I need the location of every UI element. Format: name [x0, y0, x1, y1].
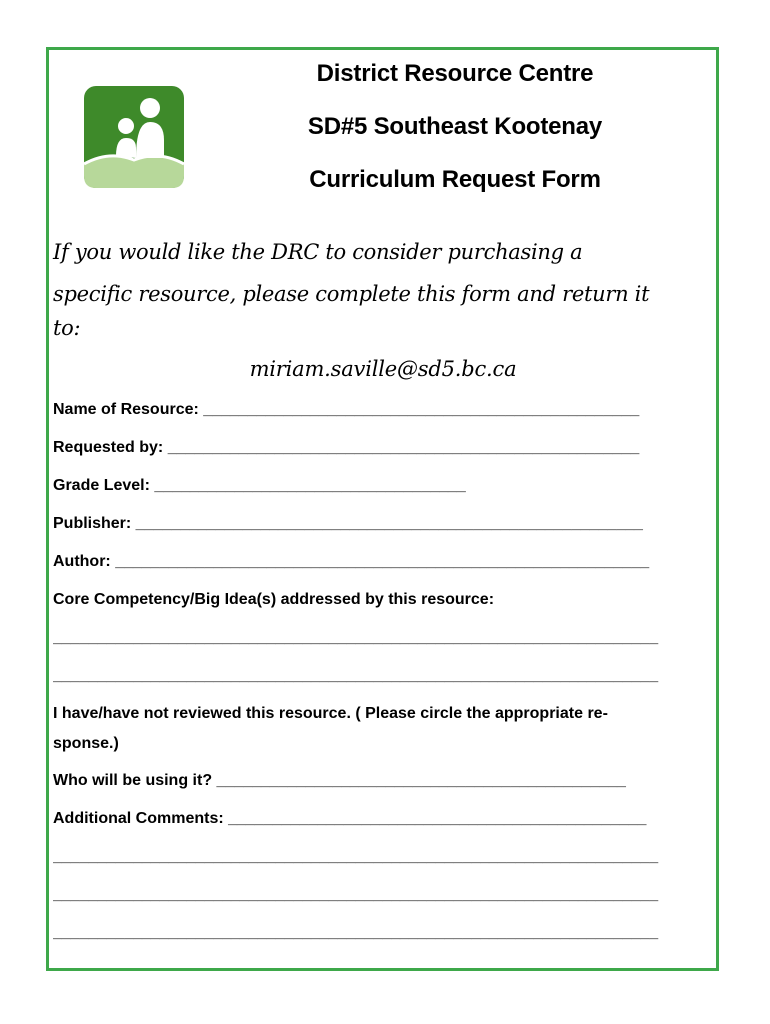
core-competency-line-2[interactable]: ____________________________________________________________________ — [53, 667, 659, 684]
author-field[interactable]: Author: ____________________________________________________________ — [53, 553, 650, 570]
page-title-line2: SD#5 Southeast Kootenay — [307, 113, 603, 140]
grade-level-field[interactable]: Grade Level: ___________________________________ — [53, 477, 466, 494]
comments-line-3[interactable]: ____________________________________________________________________ — [53, 924, 659, 941]
additional-comments-field[interactable]: Additional Comments: _______________________________________________ — [53, 810, 647, 827]
reviewed-statement-line2: sponse.) — [53, 735, 119, 752]
reviewed-statement-line1: I have/have not reviewed this resource. ( Please circle the appropriate re- — [53, 705, 608, 722]
intro-text-line2: specific resource, please complete this form and return it — [53, 282, 650, 306]
sd5-logo-icon — [84, 86, 184, 188]
publisher-field[interactable]: Publisher: _________________________________________________________ — [53, 515, 643, 532]
contact-email: miriam.saville@sd5.bc.ca — [249, 357, 517, 381]
intro-text-line1: If you would like the DRC to consider purchasing a — [53, 240, 583, 264]
intro-text-line3: to: — [53, 316, 81, 340]
core-competency-label: Core Competency/Big Idea(s) addressed by this resource: — [53, 591, 495, 608]
comments-line-2[interactable]: ____________________________________________________________________ — [53, 886, 659, 903]
name-of-resource-field[interactable]: Name of Resource: _________________________________________________ — [53, 401, 640, 418]
comments-line-1[interactable]: ____________________________________________________________________ — [53, 848, 659, 865]
core-competency-line-1[interactable]: ____________________________________________________________________ — [53, 629, 659, 646]
page-title-line3: Curriculum Request Form — [309, 166, 601, 193]
page-title-line1: District Resource Centre — [316, 60, 594, 87]
who-will-use-field[interactable]: Who will be using it? ______________________________________________ — [53, 772, 626, 789]
requested-by-field[interactable]: Requested by: _____________________________________________________ — [53, 439, 640, 456]
